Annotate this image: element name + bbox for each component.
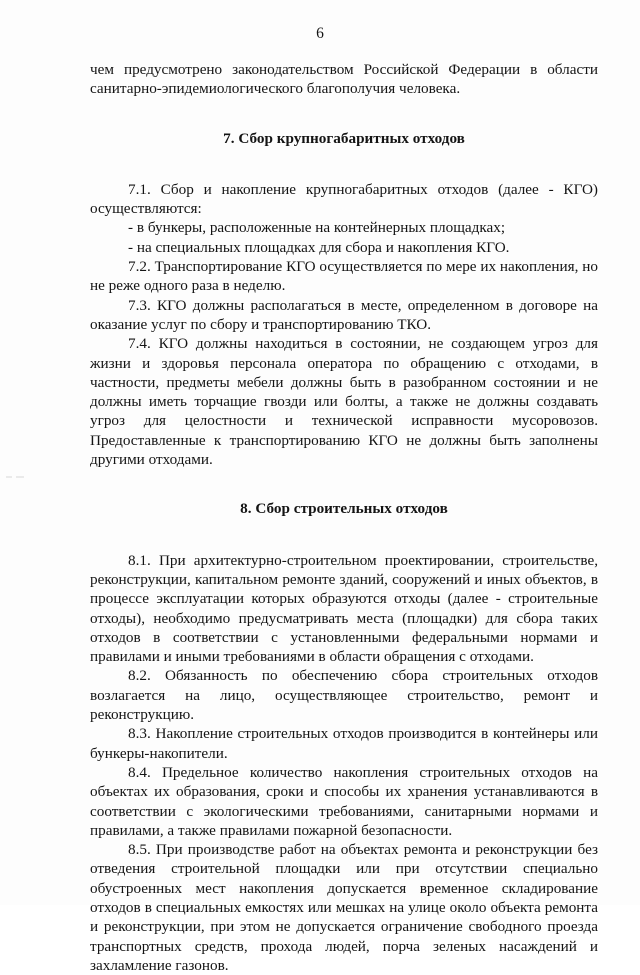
paragraph-7-4: 7.4. КГО должны находиться в состоянии, не создающем угроз для жизни и здоровья персонала оператора по обращению с отходами, в частности, предметы мебели должны быть в разобранном состоянии и не должны иметь торчащие гвозди или болты, а также не должны создавать угроз для целостности и технической исправности мусоровозов. Предоставленные к транспортированию КГО не должны быть заполнены другими отходами.: [90, 335, 598, 469]
paragraph-8-2: 8.2. Обязанность по обеспечению сбора строительных отходов возлагается на лицо, осуществляющее строительство, ремонт и реконструкцию.: [90, 667, 598, 724]
section-7-title: 7. Сбор крупногабаритных отходов: [223, 129, 465, 147]
paragraph-7-1: 7.1. Сбор и накопление крупногабаритных отходов (далее - КГО) осуществляются:: [90, 180, 598, 218]
scan-artifact-mark: [4, 470, 26, 484]
intro-paragraph: чем предусмотрено законодательством Российской Федерации в области санитарно-эпидемиологического благополучия человека.: [90, 61, 598, 98]
paragraph-7-2: 7.2. Транспортирование КГО осуществляется по мере их накопления, но не реже одного раза в неделю.: [90, 258, 598, 295]
paragraph-8-1: 8.1. При архитектурно-строительном проектировании, строительстве, реконструкции, капитальном ремонте зданий, сооружений и иных объектов, в процессе эксплуатации которых образуются отходы (далее - строительные отходы), необходимо предусматривать места (площадки) для сбора таких отходов в соответствии с установленными федеральными нормами и правилами и иными требованиями в области обращения с отходами.: [90, 551, 598, 666]
paragraph-8-5: 8.5. При производстве работ на объектах ремонта и реконструкции без отведения строительной площадки или при отсутствии специально обустроенных мест накопления допускается временное складирование отходов в специальных емкостях или мешках на улице около объекта ремонта и реконструкции, при этом не допускается ограничение свободного проезда транспортных средств, прохода людей, порча зеленых насаждений и захламление газонов.: [90, 841, 598, 974]
kgo-location-list: [90, 218, 598, 257]
list-item: - в бункеры, расположенные на контейнерных площадках;: [128, 219, 506, 237]
paragraph-7-3: 7.3. КГО должны располагаться в месте, определенном в договоре на оказание услуг по сбору и транспортированию ТКО.: [90, 296, 598, 333]
document-body: [90, 60, 598, 975]
paragraph-8-4: 8.4. Предельное количество накопления строительных отходов на объектах их образования, сроки и способы их хранения устанавливаются в соответствии с экологическими требованиями, санитарными нормами и правилами, а также правилами пожарной безопасности.: [90, 763, 598, 839]
page-number: 6: [316, 25, 324, 42]
section-8-title: 8. Сбор строительных отходов: [240, 500, 448, 518]
list-item: - на специальных площадках для сбора и накопления КГО.: [128, 238, 510, 256]
paragraph-8-3: 8.3. Накопление строительных отходов производится в контейнеры или бункеры-накопители.: [90, 725, 598, 762]
